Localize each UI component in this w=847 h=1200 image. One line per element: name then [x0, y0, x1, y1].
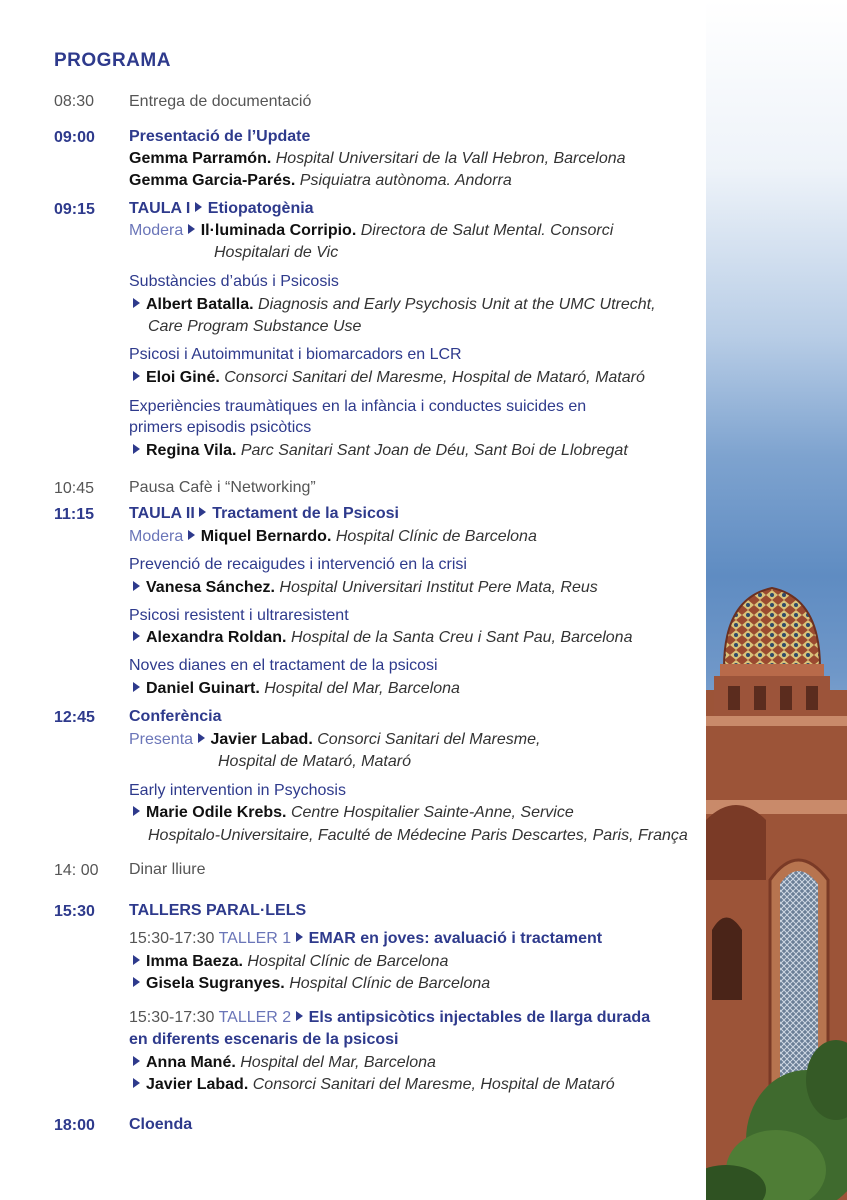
time-0915: 09:15: [54, 201, 95, 218]
speaker-name: Imma Baeza.: [146, 953, 243, 970]
speaker-affiliation: Hospital Clínic de Barcelona: [247, 953, 449, 970]
arrow-right-icon: [133, 1056, 140, 1066]
speaker-name: Javier Labad.: [146, 1076, 249, 1093]
speaker-name: Eloi Giné.: [146, 369, 220, 386]
speaker-line: [129, 171, 512, 191]
role-label: Modera: [129, 222, 184, 239]
arrow-right-icon: [188, 224, 195, 234]
speaker-affiliation: Hospital Clínic de Barcelona: [335, 528, 537, 545]
arrow-right-icon: [133, 444, 140, 454]
moderator-line: [129, 221, 613, 241]
speaker-name: Marie Odile Krebs.: [146, 804, 287, 821]
workshop-title: Els antipsicòtics injectables de llarga durada: [308, 1009, 651, 1026]
speaker-name: Albert Batalla.: [146, 296, 254, 313]
role-label: Presenta: [129, 731, 194, 748]
speaker-affiliation: Consorci Sanitari del Maresme,: [317, 731, 541, 748]
talk-title: Early intervention in Psychosis: [129, 782, 346, 799]
talk-title: Psicosi i Autoimmunitat i biomarcadors en LCR: [129, 346, 462, 363]
workshop-time: 15:30-17:30: [129, 1009, 215, 1026]
speaker-line: [133, 295, 656, 315]
speaker-name: Javier Labad.: [210, 731, 313, 748]
speaker-affiliation: Hospital Universitari de la Vall Hebron, Barcelona: [275, 150, 626, 167]
arrow-right-icon: [133, 955, 140, 965]
session-topic: Etiopatogènia: [207, 200, 314, 217]
speaker-affiliation: Parc Sanitari Sant Joan de Déu, Sant Boi de Llobregat: [240, 442, 628, 459]
arrow-right-icon: [133, 631, 140, 641]
speaker-affiliation: Hospitalari de Vic: [214, 244, 339, 261]
speaker-name: Il·luminada Corripio.: [200, 222, 357, 239]
speaker-name: Gisela Sugranyes.: [146, 975, 285, 992]
speaker-name: Vanesa Sánchez.: [146, 579, 275, 596]
speaker-line: [129, 149, 626, 169]
speaker-line: [133, 578, 598, 598]
speaker-name: Anna Mané.: [146, 1054, 236, 1071]
time-1530: 15:30: [54, 903, 95, 920]
speaker-name: Alexandra Roldan.: [146, 629, 287, 646]
arrow-right-icon: [296, 1011, 303, 1021]
presenter-line: [129, 730, 540, 750]
talk-title-cont: primers episodis psicòtics: [129, 419, 312, 436]
speaker-line: [133, 628, 632, 648]
presentation-title: Presentació de l’Update: [129, 128, 311, 145]
speaker-name: Daniel Guinart.: [146, 680, 260, 697]
lunch-text: Dinar lliure: [129, 861, 206, 878]
talk-title: Substàncies d’abús i Psicosis: [129, 273, 339, 290]
speaker-name: Miquel Bernardo.: [200, 528, 332, 545]
arrow-right-icon: [296, 932, 303, 942]
conference-title: Conferència: [129, 708, 222, 725]
speaker-affiliation: Consorci Sanitari del Maresme, Hospital de Mataró, Mataró: [224, 369, 645, 386]
time-1045: 10:45: [54, 480, 95, 497]
speaker-line: [133, 441, 628, 461]
page-title: PROGRAMA: [54, 50, 171, 71]
speaker-line: [133, 974, 490, 994]
registration-text: Entrega de documentació: [129, 93, 312, 110]
talk-title: Psicosi resistent i ultraresistent: [129, 607, 349, 624]
closing-title: Cloenda: [129, 1116, 193, 1133]
speaker-name: Gemma Garcia-Parés.: [129, 172, 296, 189]
session-label: TAULA I: [129, 200, 191, 217]
speaker-name: Gemma Parramón.: [129, 150, 272, 167]
speaker-affiliation: Directora de Salut Mental. Consorci: [360, 222, 614, 239]
workshop-label: TALLER 1: [218, 930, 292, 947]
break-text: Pausa Cafè i “Networking”: [129, 479, 316, 496]
workshop-header: [129, 1008, 650, 1028]
time-1245: 12:45: [54, 709, 95, 726]
speaker-affiliation: Hospital de Mataró, Mataró: [218, 753, 411, 770]
time-0900: 09:00: [54, 129, 95, 146]
time-1400: 14: 00: [54, 862, 99, 879]
workshop-title-cont: en diferents escenaris de la psicosi: [129, 1031, 399, 1048]
role-label: Modera: [129, 528, 184, 545]
talk-title: Experiències traumàtiques en la infància i conductes suicides en: [129, 398, 587, 415]
arrow-right-icon: [188, 530, 195, 540]
workshop-time: 15:30-17:30: [129, 930, 215, 947]
speaker-affiliation: Hospital de la Santa Creu i Sant Pau, Barcelona: [290, 629, 633, 646]
arrow-right-icon: [133, 682, 140, 692]
speaker-affiliation: Hospital Universitari Institut Pere Mata, Reus: [279, 579, 598, 596]
speaker-line: [133, 1075, 615, 1095]
arrow-right-icon: [199, 507, 206, 517]
speaker-affiliation: Hospital del Mar, Barcelona: [240, 1054, 436, 1071]
arrow-right-icon: [133, 977, 140, 987]
arrow-right-icon: [133, 1078, 140, 1088]
speaker-line: [133, 679, 460, 699]
speaker-line: [133, 1053, 436, 1073]
speaker-affiliation: Centre Hospitalier Sainte-Anne, Service: [290, 804, 574, 821]
time-1800: 18:00: [54, 1117, 95, 1134]
moderator-line: [129, 527, 537, 547]
arrow-right-icon: [133, 371, 140, 381]
workshops-title: TALLERS PARAL·LELS: [129, 902, 307, 919]
speaker-affiliation: Hospital Clínic de Barcelona: [289, 975, 491, 992]
arrow-right-icon: [195, 202, 202, 212]
speaker-line: [133, 952, 448, 972]
speaker-affiliation: Hospital del Mar, Barcelona: [264, 680, 460, 697]
speaker-line: [133, 368, 645, 388]
building-photo: [706, 0, 847, 1200]
workshop-title: EMAR en joves: avaluació i tractament: [308, 930, 603, 947]
time-0830: 08:30: [54, 93, 95, 110]
arrow-right-icon: [133, 806, 140, 816]
session-label: TAULA II: [129, 505, 195, 522]
workshop-label: TALLER 2: [218, 1009, 292, 1026]
arrow-right-icon: [198, 733, 205, 743]
speaker-affiliation: Care Program Substance Use: [148, 318, 362, 335]
talk-title: Prevenció de recaigudes i intervenció en la crisi: [129, 556, 467, 573]
time-1115: 11:15: [54, 506, 95, 523]
session-title: [129, 199, 314, 219]
session-topic: Tractament de la Psicosi: [212, 505, 399, 522]
speaker-name: Regina Vila.: [146, 442, 237, 459]
arrow-right-icon: [133, 581, 140, 591]
speaker-affiliation: Hospitalo-Universitaire, Faculté de Médecine Paris Descartes, Paris, França: [148, 827, 688, 844]
speaker-affiliation: Consorci Sanitari del Maresme, Hospital de Mataró: [252, 1076, 615, 1093]
building-illustration: [706, 0, 847, 1200]
speaker-line: [133, 803, 574, 823]
talk-title: Noves dianes en el tractament de la psicosi: [129, 657, 438, 674]
speaker-affiliation: Diagnosis and Early Psychosis Unit at the UMC Utrecht,: [258, 296, 656, 313]
workshop-header: [129, 929, 602, 949]
speaker-affiliation: Psiquiatra autònoma. Andorra: [299, 172, 512, 189]
session-title: [129, 504, 399, 524]
arrow-right-icon: [133, 298, 140, 308]
